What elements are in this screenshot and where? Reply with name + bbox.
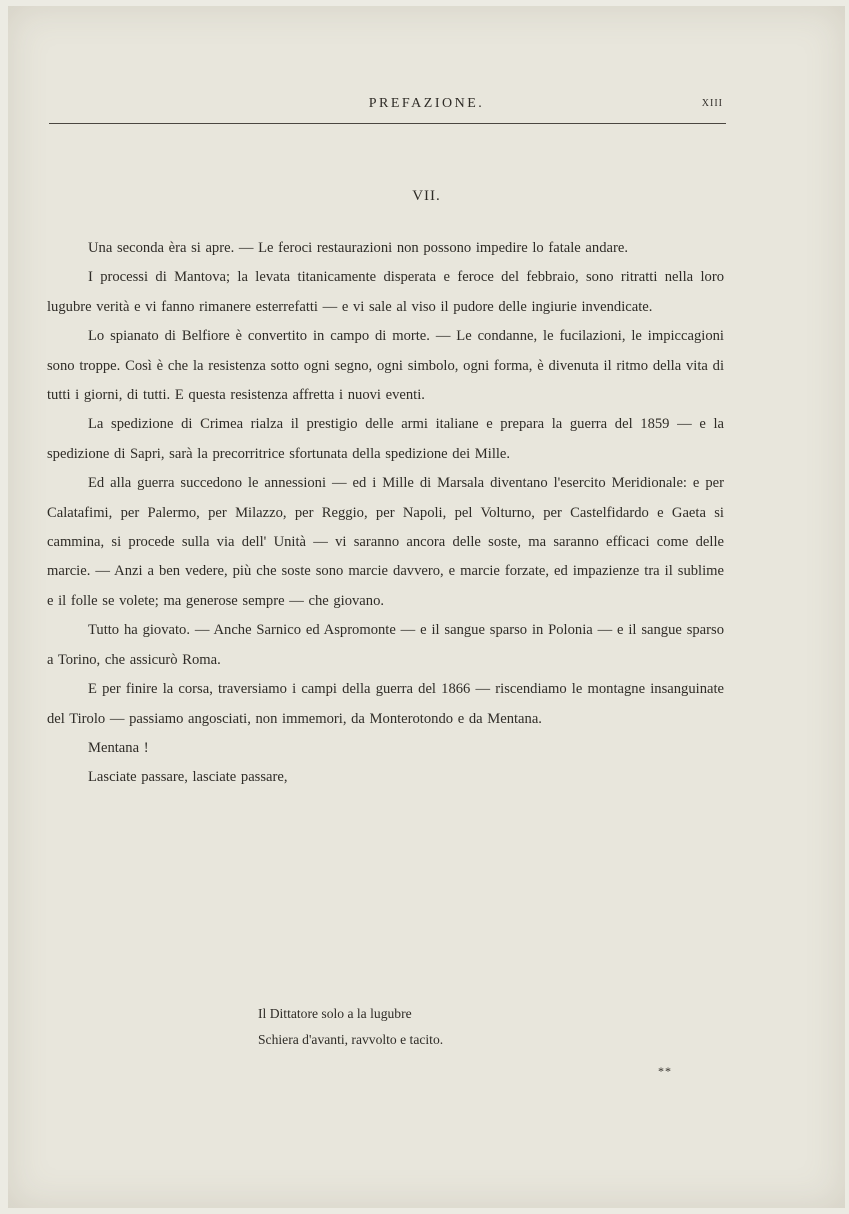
verse-quotation (258, 1001, 443, 1053)
running-title: PREFAZIONE. (368, 96, 485, 111)
paragraph-5: Ed alla guerra succedono le annessioni — ed i Mille di Marsala diventano l'esercito Meridionale: e per Calatafimi, per Palermo, per Milazzo, per Reggio, per Napoli, pel Volturno, per Castelfidardo e Gaeta si cammina, si procede sulla via dell' Unità — vi saranno ancora delle soste, ma saranno efficaci come delle marcie. — Anzi a ben vedere, più che soste sono marcie davvero, e marcie forzate, ed impazienze tra il sublime e il folle se volete; ma generose sempre — che giovano. (47, 475, 724, 609)
page-number: XIII (701, 98, 723, 109)
header-rule (49, 123, 726, 124)
running-header (8, 96, 845, 116)
signature-mark: ** (658, 1064, 672, 1078)
section-heading: VII. (412, 188, 441, 204)
verse-line-1: Il Dittatore solo a la lugubre (258, 1006, 412, 1021)
book-page (8, 6, 845, 1208)
paragraph-9: Lasciate passare, lasciate passare, (88, 769, 288, 786)
paragraph-8: Mentana ! (88, 739, 149, 756)
paragraph-7: E per finire la corsa, traversiamo i campi della guerra del 1866 — riscendiamo le montagne insanguinate del Tirolo — passiamo angosciati, non immemori, da Monterotondo e da Mentana. (47, 681, 724, 727)
body-text (47, 234, 724, 793)
paragraph-4: La spedizione di Crimea rialza il prestigio delle armi italiane e prepara la guerra del 1859 — e la spedizione di Sapri, sarà la precorritrice sfortunata della spedizione dei Mille. (47, 416, 724, 462)
paragraph-6: Tutto ha giovato. — Anche Sarnico ed Aspromonte — e il sangue sparso in Polonia — e il sangue sparso a Torino, che assicurò Roma. (47, 622, 724, 668)
verse-line-2: Schiera d'avanti, ravvolto e tacito. (258, 1032, 444, 1047)
paragraph-3: Lo spianato di Belfiore è convertito in campo di morte. — Le condanne, le fucilazioni, le impiccagioni sono troppe. Così è che la resistenza sotto ogni segno, ogni simbolo, ogni forma, è divenuta il ritmo della vita di tutti i giorni, di tutti. E questa resistenza affretta i nuovi eventi. (47, 328, 724, 404)
paragraph-2: I processi di Mantova; la levata titanicamente disperata e feroce del febbraio, sono ritratti nella loro lugubre verità e vi fanno rimanere esterrefatti — e vi sale al viso il pudore delle ingiurie invendicate. (47, 269, 724, 315)
paragraph-1: Una seconda èra si apre. — Le feroci restaurazioni non possono impedire lo fatale andare. (88, 240, 628, 256)
